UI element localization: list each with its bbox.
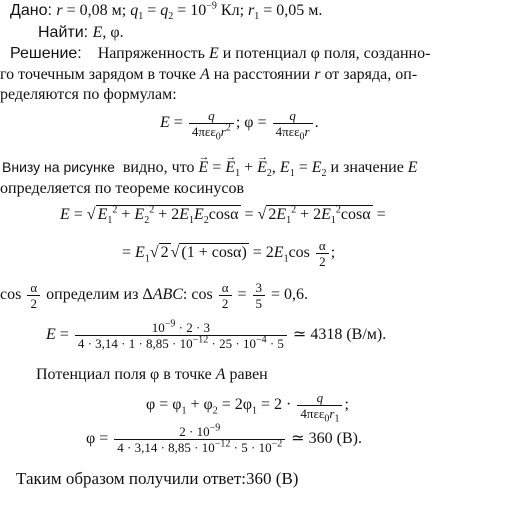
formula-field-numeric: E = $\frac{10^{-9} \cdot 2 \cdot 3}{4 \cdot 3,14 \cdot 1 \cdot 8,85 \cdot 10^{-12} \cdot 25 \cdot 10^{-4} \cdot 5}$ ≃ 4318 (В/м). bbox=[46, 318, 387, 351]
text-vector-sum-line: Внизу на рисунке видно, что → E = → $E_1$ + → $E_2$, $E_1 = E_2$ и значение E bbox=[2, 158, 418, 177]
given-label: Дано: bbox=[10, 2, 52, 19]
formula-potential-sum: $\varphi = \varphi_1 + \varphi_2 = 2\varphi_1 = 2$ · $\frac{q}{4\pi\varepsilon\varepsilon_0r_1}$ ; bbox=[146, 390, 349, 425]
solution-label: Решение: bbox=[10, 45, 82, 62]
formula-potential-numeric: φ = $\frac{2 \cdot 10^{-9}}{4 \cdot 3,14 \cdot 8,85 \cdot 10^{-12} \cdot 5 \cdot 10^{-2}}$ ≃ 360 (В). bbox=[86, 422, 362, 455]
solution-line-3: ределяются по формулам: bbox=[0, 86, 177, 103]
formula-simplified-field: = $E_1√$ 2 √ $(1 + \cos\alpha) = 2E_1\cos$ $\frac{\alpha}{2}$ ; bbox=[122, 238, 336, 269]
solution-line-1: Решение: Напряженность E и потенциал φ поля, созданно- bbox=[10, 45, 431, 62]
find-line: Найти: E, φ. bbox=[38, 24, 124, 41]
formula-field-strength-potential: E = $\frac{q}{4\pi\varepsilon\varepsilon_0r^2}$ ; φ = $\frac{q}{4\pi\varepsilon\varepsilon_0r}$ . bbox=[160, 108, 319, 143]
given-line: Дано: r = 0,08 м; $q_1 = q_2 = 10^{-9}$ Кл; $r_1 = 0,05$ м. bbox=[10, 0, 323, 23]
text-cosine-theorem-line: определяется по теореме косинусов bbox=[0, 180, 245, 197]
formula-cosine-theorem: E = √ $E_1^2 + E_2^2 + 2E_1E_2\cos\alpha$ = √ $2E_1^2 + 2E_1^2\cos\alpha$ = bbox=[60, 204, 386, 227]
find-label: Найти: bbox=[38, 24, 89, 41]
text-cos-half-alpha: cos $\frac{\alpha}{2}$ определим из ΔABC: cos $\frac{\alpha}{2}$ = $\frac{3}{5}$ = 0,6. bbox=[0, 280, 309, 311]
answer-line: Таким образом получили ответ:360 (В) bbox=[16, 469, 299, 488]
solution-line-2: го точечным зарядом в точке A на расстоянии r от заряда, оп- bbox=[0, 66, 418, 83]
text-potential-at-A: Потенциал поля φ в точке A равен bbox=[36, 366, 268, 383]
